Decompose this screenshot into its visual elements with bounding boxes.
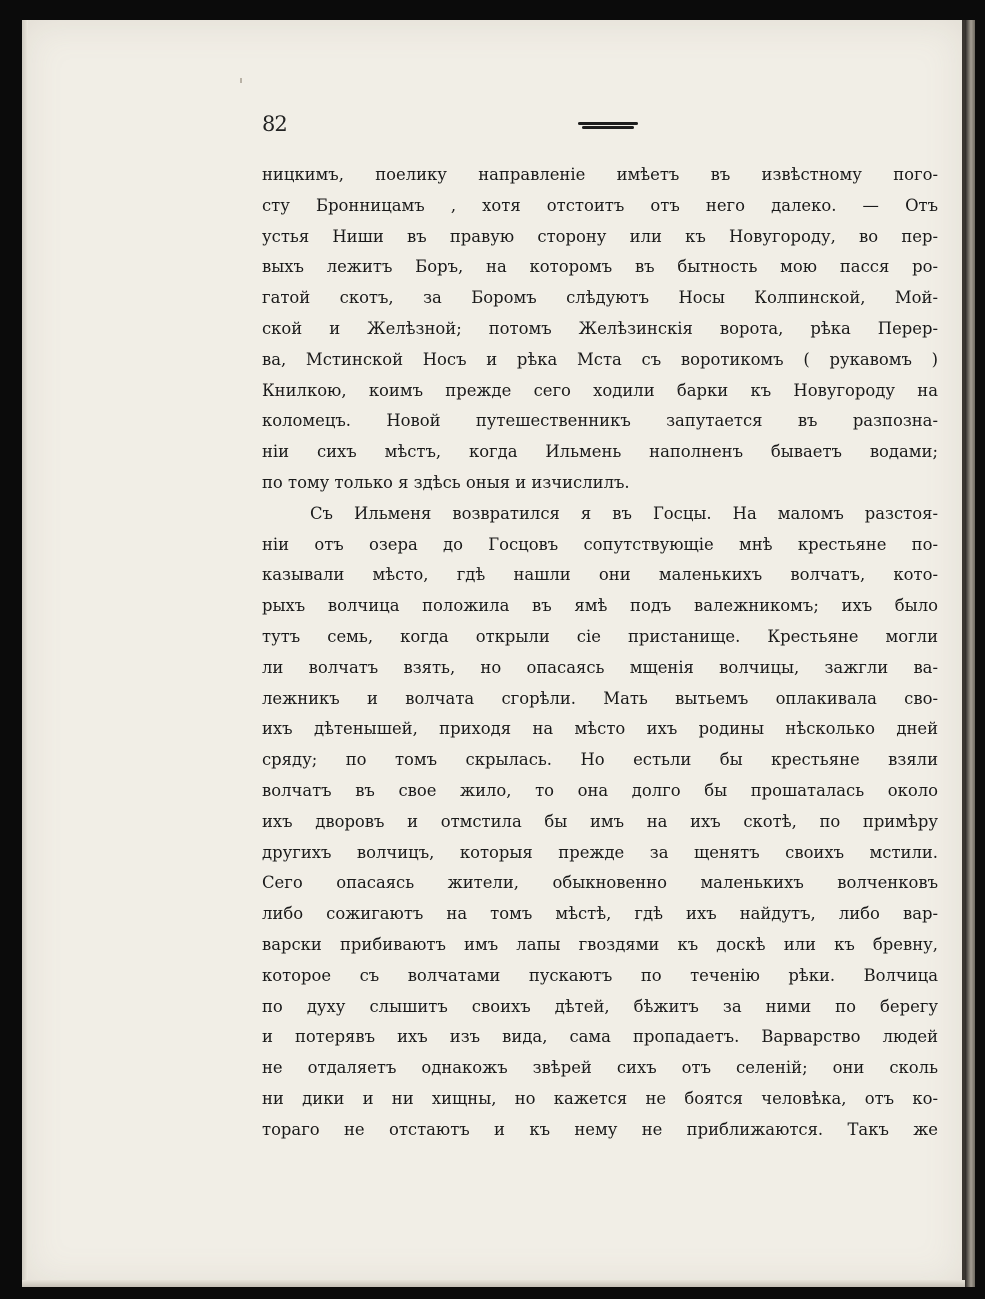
ornament-rule-top [578, 122, 638, 125]
text-line: коломецъ. Новой путешественникъ запутается въ разпозна- [262, 411, 938, 431]
paragraph-start-line: Съ Ильменя возвратился я въ Госцы. На маломъ разстоя- [310, 503, 938, 523]
text-line: Сего опасаясь жители, обыкновенно маленькихъ волченковъ [262, 873, 938, 893]
text-line: другихъ волчицъ, которыя прежде за щенятъ своихъ мстили. [262, 842, 938, 862]
text-line: сряду; по томъ скрылась. Но естьли бы крестьяне взяли [262, 750, 938, 770]
text-line: по духу слышитъ своихъ дѣтей, бѣжитъ за ними по берегу [262, 996, 938, 1016]
text-line: тораго не отстаютъ и къ нему не приближаются. Такъ же [262, 1119, 938, 1139]
text-line: и потерявъ ихъ изъ вида, сама пропадаетъ. Варварство людей [262, 1027, 938, 1047]
margin-mark [240, 78, 242, 83]
text-line: не отдаляетъ однакожъ звѣрей сихъ отъ селеній; они сколь [262, 1058, 938, 1078]
text-line: выхъ лежитъ Боръ, на которомъ въ бытность мою пасся ро- [262, 257, 938, 277]
text-line: ніи сихъ мѣстъ, когда Ильмень наполненъ бываетъ водами; [262, 442, 938, 462]
next-page-edge [965, 20, 975, 1287]
text-line: ихъ дѣтенышей, приходя на мѣсто ихъ родины нѣсколько дней [262, 719, 938, 739]
text-line: ихъ дворовъ и отмстила бы имъ на ихъ скотѣ, по примѣру [262, 811, 938, 831]
text-line: лежникъ и волчата сгорѣли. Мать вытьемъ оплакивала сво- [262, 688, 938, 708]
text-line: варски прибиваютъ имъ лапы гвоздями къ доскѣ или къ бревну, [262, 934, 938, 954]
text-line: тутъ семь, когда открыли сіе пристанище. Крестьяне могли [262, 626, 938, 646]
text-line: волчатъ въ свое жило, то она долго бы прошаталась около [262, 780, 938, 800]
ornament-rule-bottom [582, 126, 634, 129]
text-line: казывали мѣсто, гдѣ нашли они маленькихъ волчатъ, кото- [262, 565, 938, 585]
text-line: гатой скотъ, за Боромъ слѣдуютъ Носы Колпинской, Мой- [262, 288, 938, 308]
paragraph-end-line: по тому только я здѣсь оныя и изчислилъ. [262, 472, 630, 492]
page-bottom-edge [22, 1280, 965, 1287]
text-line: ніи отъ озера до Госцовъ сопутствующіе мнѣ крестьяне по- [262, 534, 938, 554]
text-line: ли волчатъ взять, но опасаясь мщенія волчицы, зажгли ва- [262, 657, 938, 677]
text-line: Книлкою, коимъ прежде сего ходили барки къ Новугороду на [262, 380, 938, 400]
page-left-edge [22, 20, 28, 1287]
text-line: устья Ниши въ правую сторону или къ Новугороду, во пер- [262, 226, 938, 246]
text-line: ской и Желѣзной; потомъ Желѣзинскія ворота, рѣка Перер- [262, 318, 938, 338]
text-line: ницкимъ, поелику направленіе имѣетъ въ извѣстному пого- [262, 165, 938, 184]
text-line: которое съ волчатами пускаютъ по теченію рѣки. Волчица [262, 965, 938, 985]
text-line: ни дики и ни хищны, но кажется не боятся человѣка, отъ ко- [262, 1088, 938, 1108]
text-line: рыхъ волчица положила въ ямѣ подъ валежникомъ; ихъ было [262, 596, 938, 616]
page-number: 82 [262, 112, 287, 136]
text-line: сту Бронницамъ , хотя отстоитъ отъ него далеко. — Отъ [262, 195, 938, 215]
text-line: ва, Мстинской Носъ и рѣка Мста съ воротикомъ ( рукавомъ ) [262, 349, 938, 369]
header-ornament [578, 122, 638, 130]
body-text [262, 160, 938, 1146]
text-line: либо сожигаютъ на томъ мѣстѣ, гдѣ ихъ найдутъ, либо вар- [262, 904, 938, 924]
